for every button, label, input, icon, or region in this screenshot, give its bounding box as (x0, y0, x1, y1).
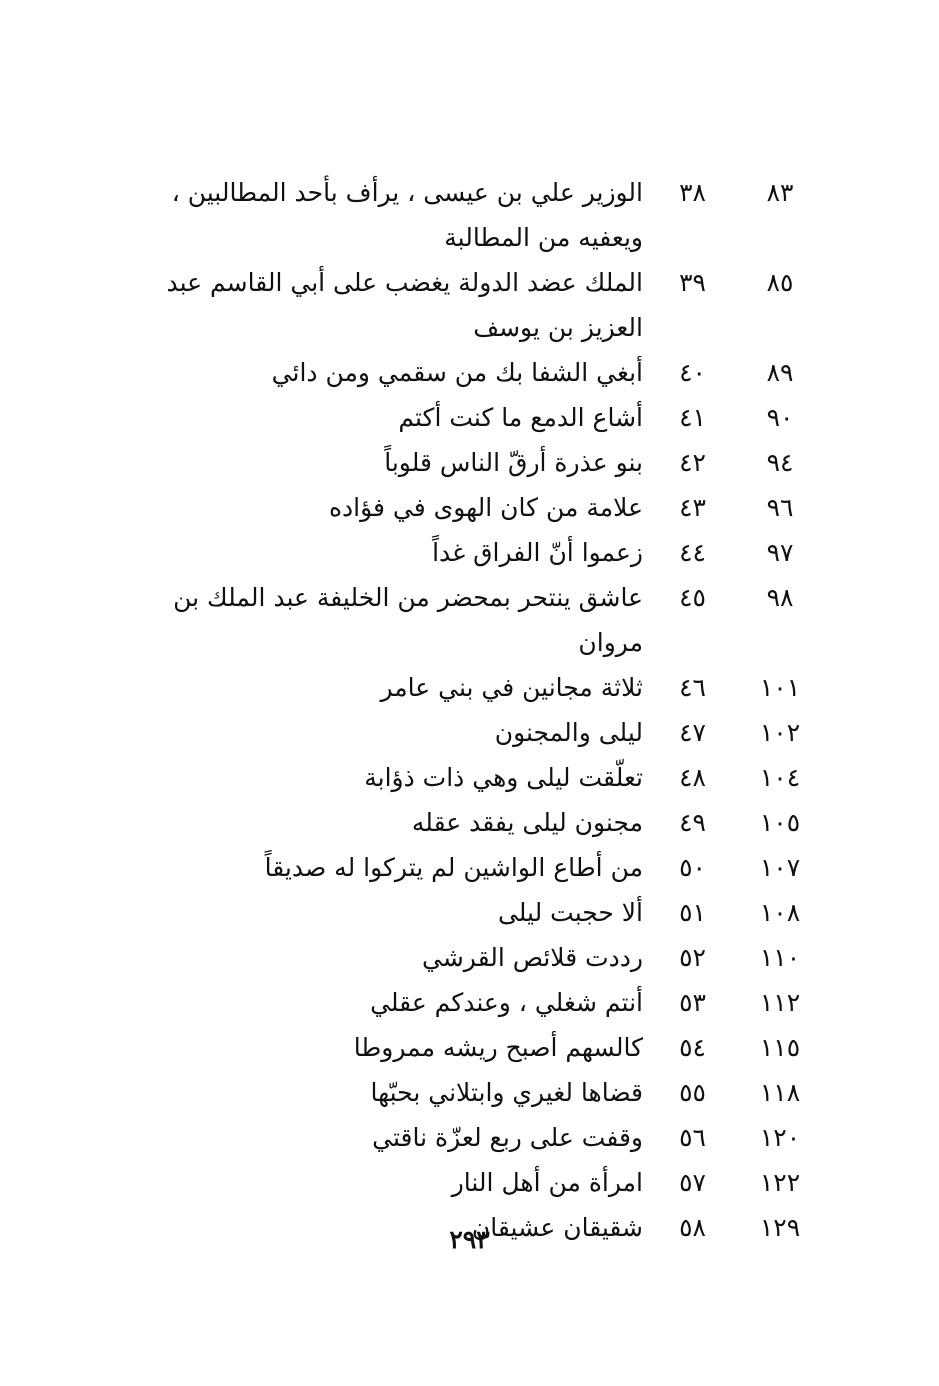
page-number: ٨٥ (766, 268, 794, 297)
page-number: ٩٦ (766, 493, 794, 522)
entry-number: ٥٢ (679, 943, 706, 972)
page-number: ١٠٢ (759, 718, 801, 747)
toc-entry (130, 395, 830, 440)
entry-title: ثلاثة مجانين في بني عامر (380, 673, 643, 702)
folio-page-number: ٢٩٣ (449, 1225, 490, 1254)
toc-entry (130, 260, 830, 350)
page-number: ١١٢ (759, 988, 801, 1017)
table-of-contents (130, 170, 830, 1250)
entry-number: ٤٣ (679, 493, 706, 522)
entry-title: علامة من كان الهوى في فؤاده (328, 493, 643, 522)
page-number: ٩٧ (766, 538, 794, 567)
page-number: ١٠٧ (759, 853, 801, 882)
entry-number: ٥٤ (679, 1033, 706, 1062)
page-number: ١٠٤ (759, 763, 801, 792)
toc-entry (130, 350, 830, 395)
entry-number: ٤٤ (679, 538, 706, 567)
toc-entry (130, 1160, 830, 1205)
page-number: ١٠٥ (759, 808, 801, 837)
entry-number: ٣٩ (679, 268, 706, 297)
toc-entry (130, 800, 830, 845)
page-number: ١٢٢ (759, 1168, 801, 1197)
entry-title: أبغي الشفا بك من سقمي ومن دائي (271, 358, 643, 387)
entry-number: ٤٠ (679, 358, 706, 387)
toc-entry (130, 1115, 830, 1160)
toc-entry (130, 440, 830, 485)
entry-title: أنتم شغلي ، وعندكم عقلي (370, 988, 643, 1017)
toc-entry (130, 755, 830, 800)
entry-number: ٥٠ (679, 853, 706, 882)
toc-entry (130, 575, 830, 665)
page-number: ١٠١ (759, 673, 801, 702)
entry-title: تعلّقت ليلى وهي ذات ذؤابة (364, 763, 643, 792)
page-number: ١١٥ (759, 1033, 801, 1062)
toc-entry (130, 890, 830, 935)
entry-title: شقيقان عشيقان (471, 1213, 643, 1242)
entry-number: ٥١ (679, 898, 706, 927)
toc-entry (130, 170, 830, 260)
toc-entry (130, 845, 830, 890)
entry-title: مجنون ليلى يفقد عقله (411, 808, 643, 837)
toc-entry (130, 665, 830, 710)
entry-number: ٥٥ (679, 1078, 706, 1107)
page-number: ٨٣ (766, 178, 794, 207)
page-number: ١٢٠ (759, 1123, 801, 1152)
entry-title: رددت قلائص القرشي (421, 943, 643, 972)
entry-title: عاشق ينتحر بمحضر من الخليفة عبد الملك بن مروان (173, 583, 643, 657)
entry-title: قضاها لغيري وابتلاني بحبّها (370, 1078, 643, 1107)
entry-number: ٥٧ (679, 1168, 706, 1197)
entry-number: ٤٥ (679, 583, 706, 612)
toc-entry (130, 1070, 830, 1115)
entry-title: وقفت على ربع لعزّة ناقتي (372, 1123, 643, 1152)
page-number: ١١٠ (759, 943, 801, 972)
entry-title: ألا حجبت ليلى (497, 898, 643, 927)
entry-title: الملك عضد الدولة يغضب على أبي القاسم عبد العزيز بن يوسف (166, 268, 643, 342)
entry-number: ٤٨ (679, 763, 706, 792)
entry-number: ٥٨ (679, 1213, 706, 1242)
page-number: ١٢٩ (759, 1213, 801, 1242)
toc-entry (130, 710, 830, 755)
entry-number: ٤١ (679, 403, 706, 432)
entry-title: ليلى والمجنون (494, 718, 643, 747)
entry-title: امرأة من أهل النار (451, 1168, 643, 1197)
entry-number: ٥٣ (679, 988, 706, 1017)
toc-entry (130, 530, 830, 575)
toc-entry (130, 980, 830, 1025)
toc-entry (130, 1025, 830, 1070)
entry-title: كالسهم أصبح ريشه ممروطا (353, 1033, 643, 1062)
entry-number: ٤٩ (679, 808, 706, 837)
entry-title: زعموا أنّ الفراق غداً (432, 538, 643, 567)
entry-title: بنو عذرة أرقّ الناس قلوباً (384, 448, 643, 477)
entry-title: أشاع الدمع ما كنت أكتم (398, 403, 643, 432)
toc-entry (130, 935, 830, 980)
toc-entry (130, 485, 830, 530)
page-number: ١١٨ (759, 1078, 801, 1107)
page-number: ٩٠ (766, 403, 794, 432)
page-number: ٨٩ (766, 358, 794, 387)
page-number: ٩٨ (766, 583, 794, 612)
page-number: ٩٤ (766, 448, 794, 477)
entry-title: من أطاع الواشين لم يتركوا له صديقاً (264, 853, 643, 882)
entry-number: ٥٦ (679, 1123, 706, 1152)
entry-number: ٣٨ (679, 178, 706, 207)
page-number: ١٠٨ (759, 898, 801, 927)
entry-number: ٤٧ (679, 718, 706, 747)
entry-number: ٤٢ (679, 448, 706, 477)
entry-number: ٤٦ (679, 673, 706, 702)
entry-title: الوزير علي بن عيسى ، يرأف بأحد المطالبين ، ويعفيه من المطالبة (171, 178, 643, 252)
